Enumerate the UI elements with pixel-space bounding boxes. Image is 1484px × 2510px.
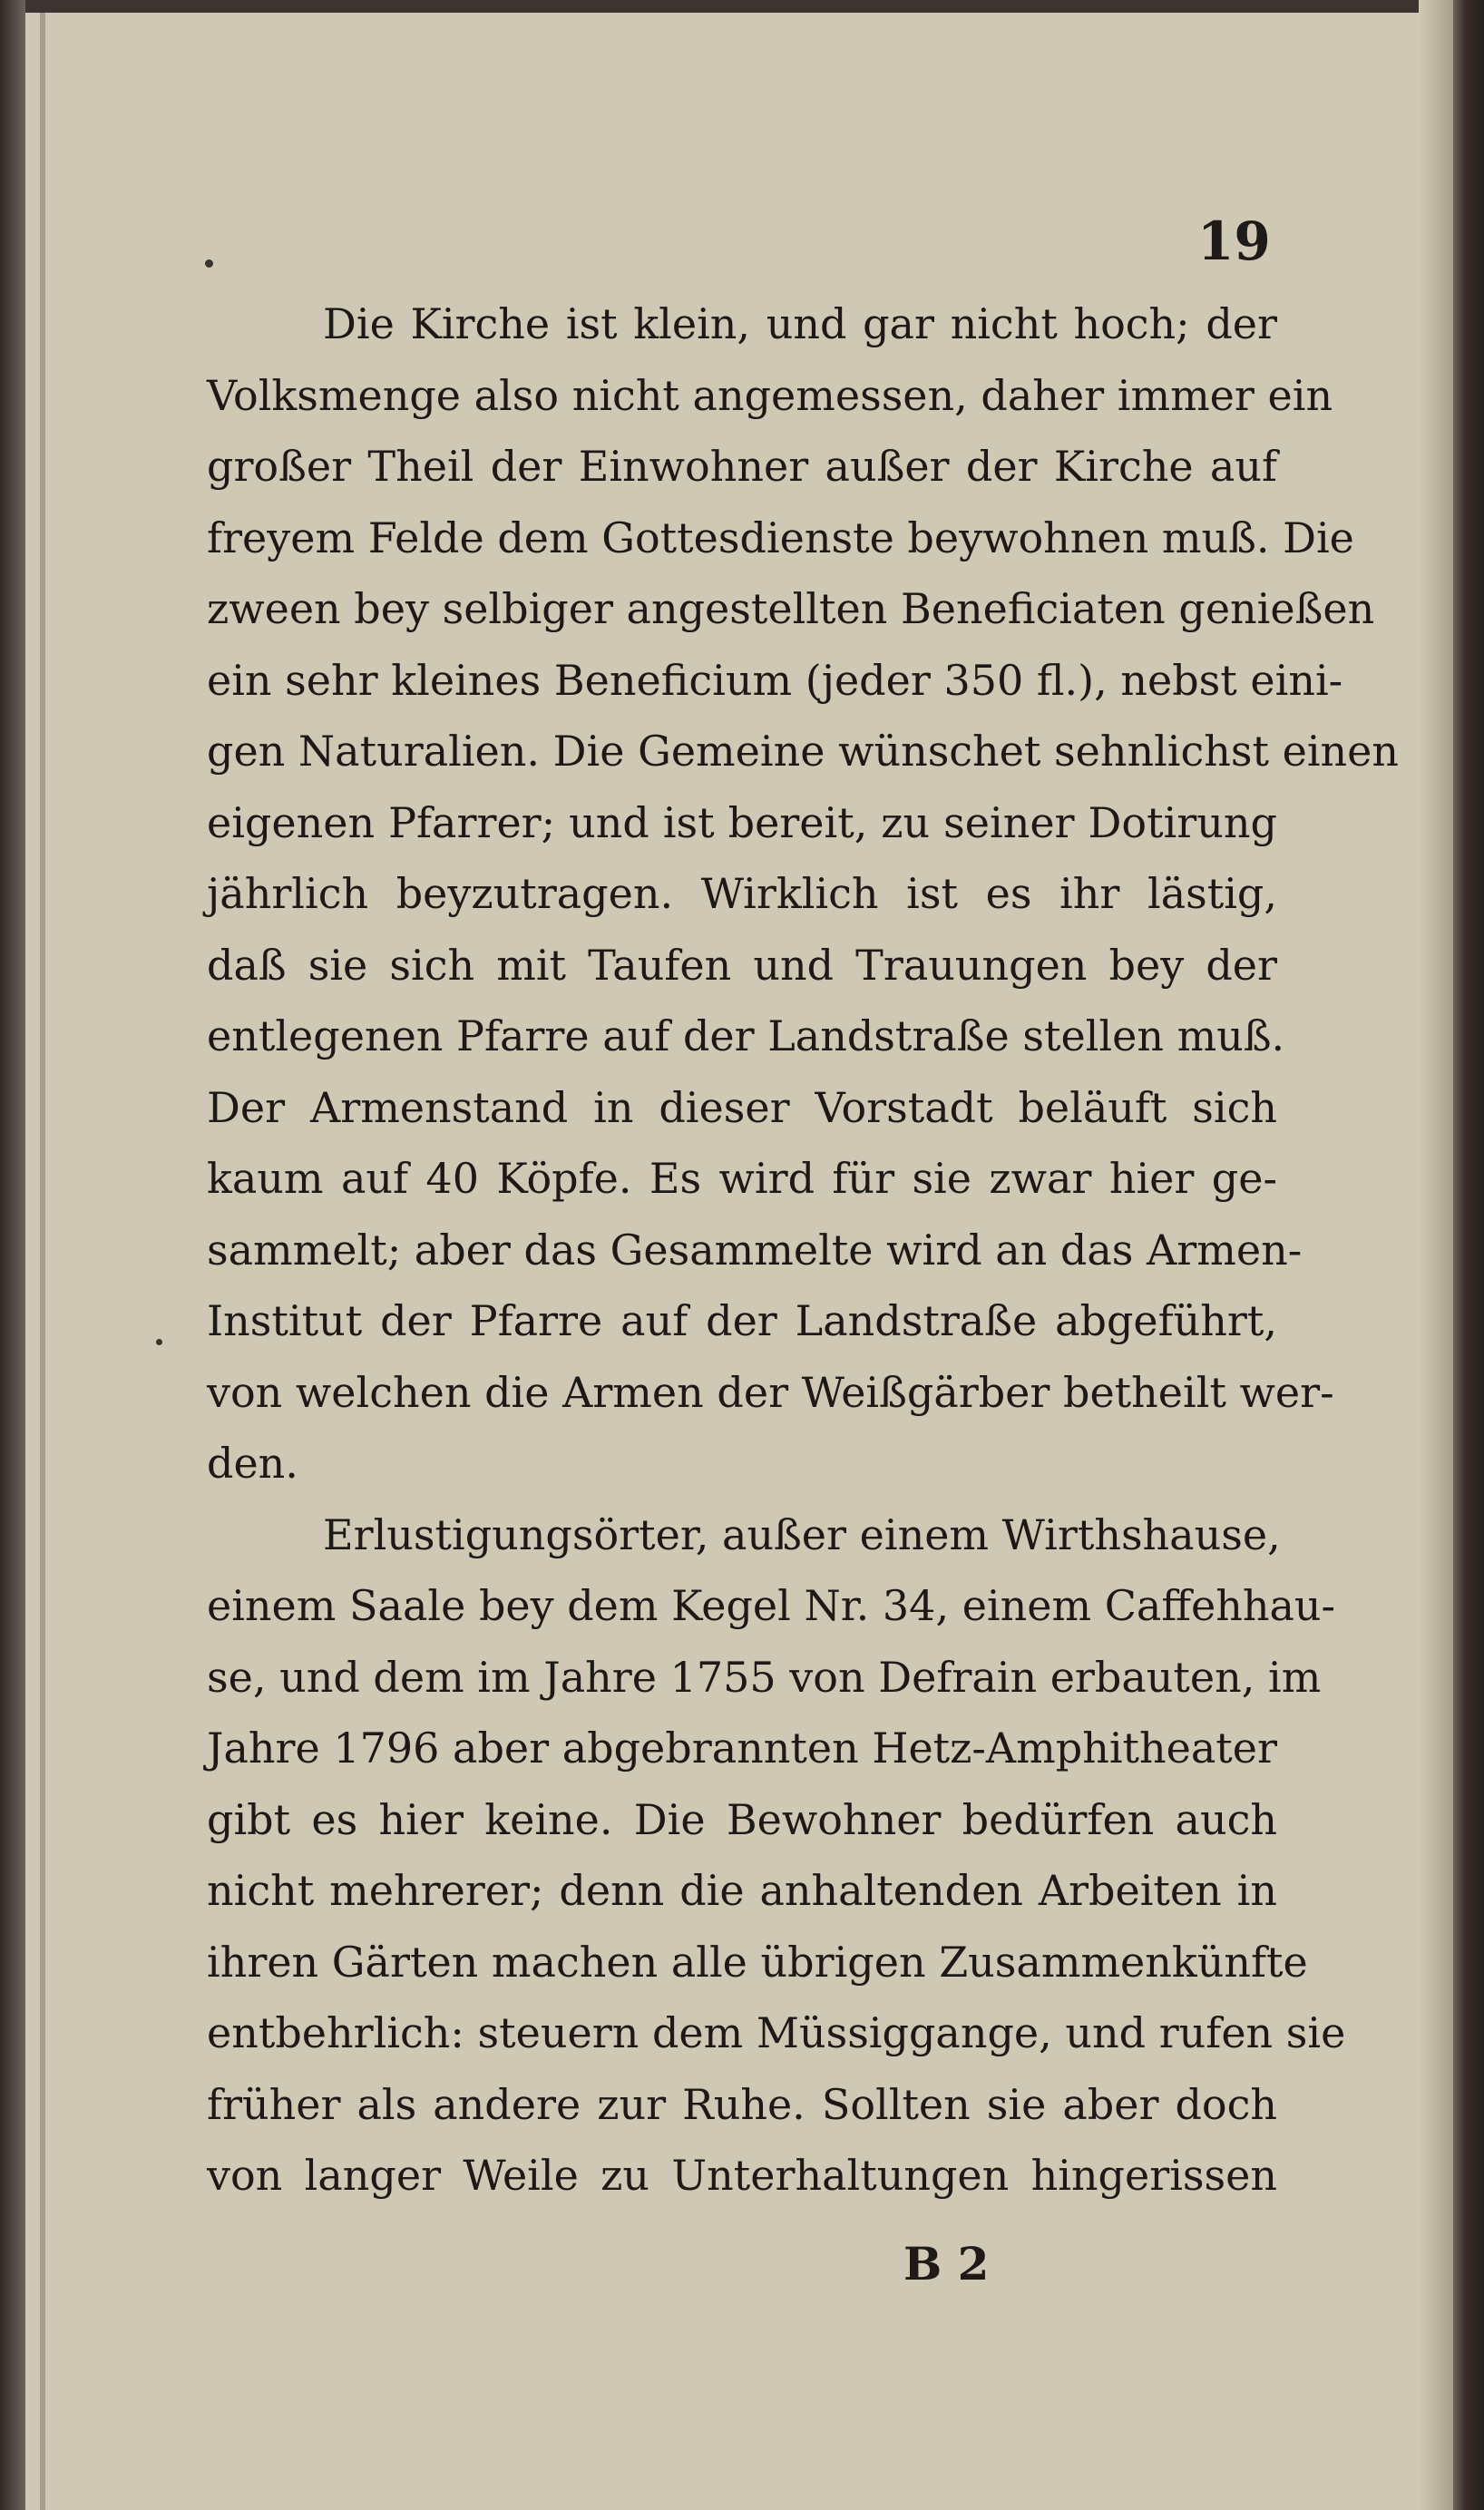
text-line: zween bey selbiger angestellten Beneficiaten genießen (207, 584, 1375, 633)
text-line: Jahre 1796 aber abgebrannten Hetz-Amphitheater (207, 1724, 1278, 1773)
book-binding (1453, 0, 1484, 2510)
text-line: entlegenen Pfarre auf der Landstraße stellen muß. (207, 1011, 1285, 1060)
text-line: Die Kirche ist klein, und gar nicht hoch; der (323, 299, 1277, 348)
page-number: 19 (1197, 210, 1271, 272)
text-line: von welchen die Armen der Weißgärber betheilt wer- (207, 1367, 1334, 1417)
text-line: entbehrlich: steuern dem Müssiggange, und rufen sie (207, 2008, 1346, 2057)
text-line: daß sie sich mit Taufen und Trauungen bey der (207, 940, 1277, 990)
text-line: den. (207, 1439, 298, 1488)
page-fold (40, 13, 45, 2510)
text-line: ein sehr kleines Beneficium (jeder 350 fl.), nebst eini- (207, 655, 1343, 705)
text-line: ihren Gärten machen alle übrigen Zusammenkünfte (207, 1937, 1308, 1987)
body-text (207, 288, 1400, 2212)
text-line: von langer Weile zu Unterhaltungen hingerissen (207, 2151, 1277, 2200)
text-line: jährlich beyzutragen. Wirklich ist es ihr lästig, (207, 869, 1277, 918)
text-line: einem Saale bey dem Kegel Nr. 34, einem Caffehhau- (207, 1581, 1336, 1630)
stray-mark (205, 259, 213, 268)
text-line: nicht mehrerer; denn die anhaltenden Arbeiten in (207, 1866, 1277, 1915)
text-line: gen Naturalien. Die Gemeine wünschet sehnlichst einen (207, 727, 1400, 776)
text-line: Volksmenge also nicht angemessen, daher immer ein (207, 370, 1333, 420)
text-line: früher als andere zur Ruhe. Sollten sie aber doch (207, 2079, 1277, 2129)
text-line: kaum auf 40 Köpfe. Es wird für sie zwar hier ge- (207, 1154, 1277, 1203)
page-top-edge (0, 0, 1484, 13)
page-left-edge (0, 0, 25, 2510)
text-line: freyem Felde dem Gottesdienste beywohnen muß. Die (207, 513, 1354, 562)
text-line: gibt es hier keine. Die Bewohner bedürfen auch (207, 1794, 1277, 1844)
text-line: Der Armenstand in dieser Vorstadt beläuft sich (207, 1082, 1277, 1132)
stray-mark (156, 1339, 162, 1345)
text-line: Erlustigungsörter, außer einem Wirthshause, (323, 1509, 1281, 1559)
signature-mark: B 2 (903, 2237, 990, 2290)
text-line: großer Theil der Einwohner außer der Kirche auf (207, 442, 1277, 491)
text-line: se, und dem im Jahre 1755 von Defrain erbauten, im (207, 1652, 1322, 1702)
text-line: Institut der Pfarre auf der Landstraße abgeführt, (207, 1296, 1277, 1345)
page-fore-edge (1419, 0, 1453, 2510)
text-line: sammelt; aber das Gesammelte wird an das Armen- (207, 1225, 1303, 1275)
text-line: eigenen Pfarrer; und ist bereit, zu seiner Dotirung (207, 797, 1277, 847)
